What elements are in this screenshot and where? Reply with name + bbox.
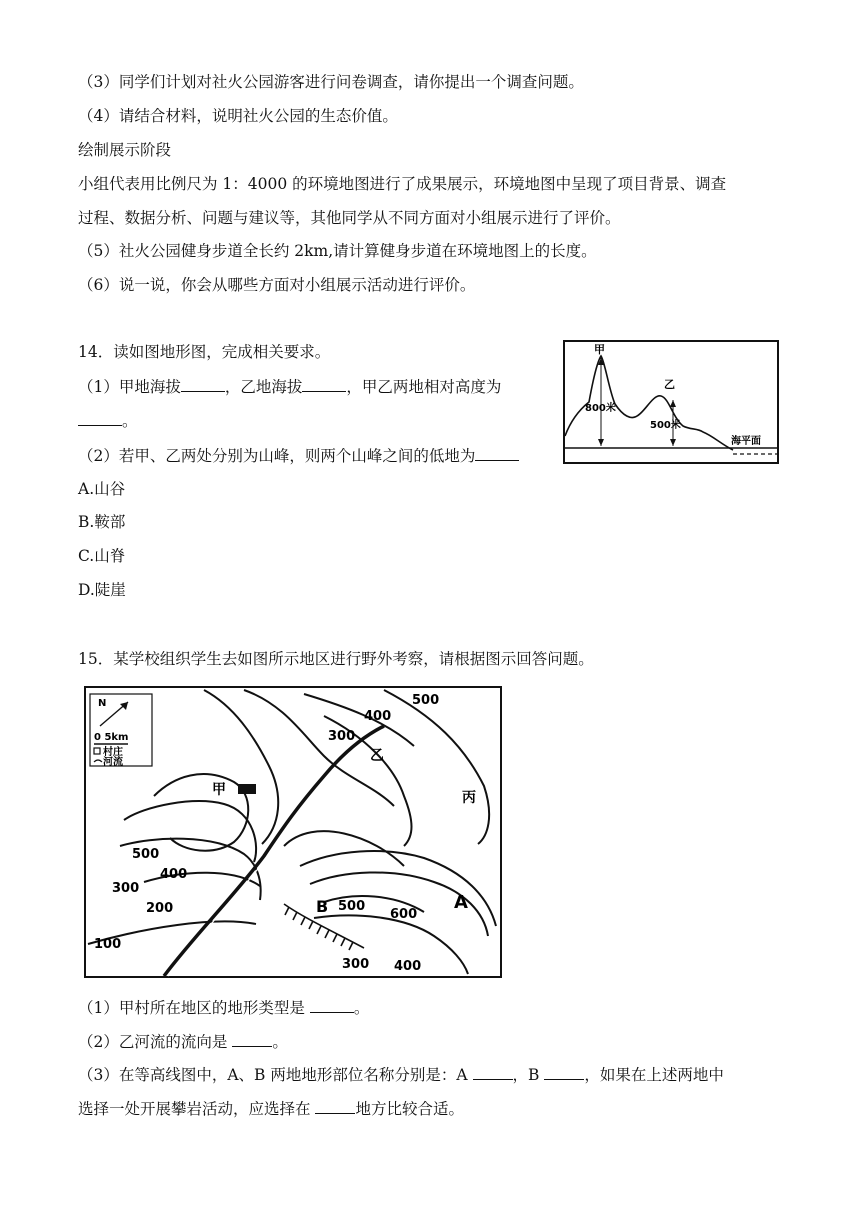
svg-text:300: 300 (328, 729, 356, 744)
answer-blank[interactable] (473, 1064, 513, 1080)
height-a-label: 800米 (585, 403, 616, 414)
answer-blank[interactable] (181, 376, 225, 392)
village-label: 甲 (212, 782, 226, 798)
answer-blank[interactable] (544, 1064, 584, 1080)
point-b-label: B (316, 897, 329, 916)
point-a-label: A (454, 892, 468, 913)
q14-option-b: B.鞍部 (78, 513, 126, 531)
answer-blank[interactable] (315, 1098, 355, 1114)
terrain-profile-figure (563, 340, 779, 464)
contour-map-figure (84, 686, 502, 978)
svg-text:100: 100 (94, 937, 122, 952)
river-label: 乙 (370, 748, 384, 764)
q13-part3: （3）同学们计划对社火公园游客进行问卷调查，请你提出一个调查问题。 (78, 73, 584, 91)
q15-part3-cont: 选择一处开展攀岩活动，应选择在 地方比较合适。 (78, 1100, 464, 1118)
svg-text:300: 300 (342, 957, 370, 972)
peak-b-label: 乙 (664, 378, 675, 391)
q14-option-d: D.陡崖 (78, 581, 126, 599)
q14-part1-cont: 。 (78, 410, 138, 431)
paragraph-line-1: 小组代表用比例尺为 1：4000 的环境地图进行了成果展示，环境地图中呈现了项目背景、调查 (78, 175, 727, 193)
svg-text:300: 300 (112, 881, 140, 896)
svg-text:400: 400 (394, 959, 422, 974)
q15-part1: （1）甲村所在地区的地形类型是 。 (78, 999, 370, 1017)
legend-river-label: 河流 (103, 757, 123, 768)
q14-option-c: C.山脊 (78, 547, 126, 565)
svg-text:500: 500 (412, 693, 440, 708)
peak-a-label: 甲 (594, 343, 605, 356)
answer-blank[interactable] (78, 410, 122, 426)
legend-village-label: 村庄 (103, 747, 123, 758)
answer-blank[interactable] (475, 445, 519, 461)
answer-blank[interactable] (232, 1031, 272, 1047)
q14-part2: （2）若甲、乙两处分别为山峰，则两个山峰之间的低地为 (78, 445, 519, 466)
scale-label: 0 5km (94, 732, 129, 743)
q14-part1: （1）甲地海拔 ，乙地海拔 ，甲乙两地相对高度为 (78, 378, 502, 396)
svg-text:500: 500 (132, 847, 160, 862)
q13-part6: （6）说一说，你会从哪些方面对小组展示活动进行评价。 (78, 276, 476, 294)
q13-part5: （5）社火公园健身步道全长约 2km,请计算健身步道在环境地图上的长度。 (78, 242, 597, 260)
answer-blank[interactable] (310, 997, 354, 1013)
q15-part2: （2）乙河流的流向是 。 (78, 1033, 288, 1051)
sea-level-label: 海平面 (731, 436, 761, 447)
q15-part3: （3）在等高线图中，A、B 两地地形部位名称分别是：A ，B ，如果在上述两地中 (78, 1066, 724, 1084)
north-label: N (98, 698, 107, 709)
place-c-label: 丙 (462, 790, 476, 806)
village-marker-icon (238, 784, 256, 794)
svg-text:400: 400 (364, 709, 392, 724)
q14-stem: 14．读如图地形图，完成相关要求。 (78, 343, 331, 361)
section-heading: 绘制展示阶段 (78, 141, 172, 159)
q15-stem: 15．某学校组织学生去如图所示地区进行野外考察，请根据图示回答问题。 (78, 650, 594, 668)
q13-part4: （4）请结合材料，说明社火公园的生态价值。 (78, 107, 398, 125)
height-b-label: 500米 (650, 420, 681, 431)
paragraph-line-2: 过程、数据分析、问题与建议等，其他同学从不同方面对小组展示进行了评价。 (78, 209, 621, 227)
answer-blank[interactable] (302, 376, 346, 392)
svg-text:400: 400 (160, 867, 188, 882)
q14-option-a: A.山谷 (78, 480, 126, 498)
svg-text:600: 600 (390, 907, 418, 922)
svg-text:500: 500 (338, 899, 366, 914)
svg-text:200: 200 (146, 901, 174, 916)
